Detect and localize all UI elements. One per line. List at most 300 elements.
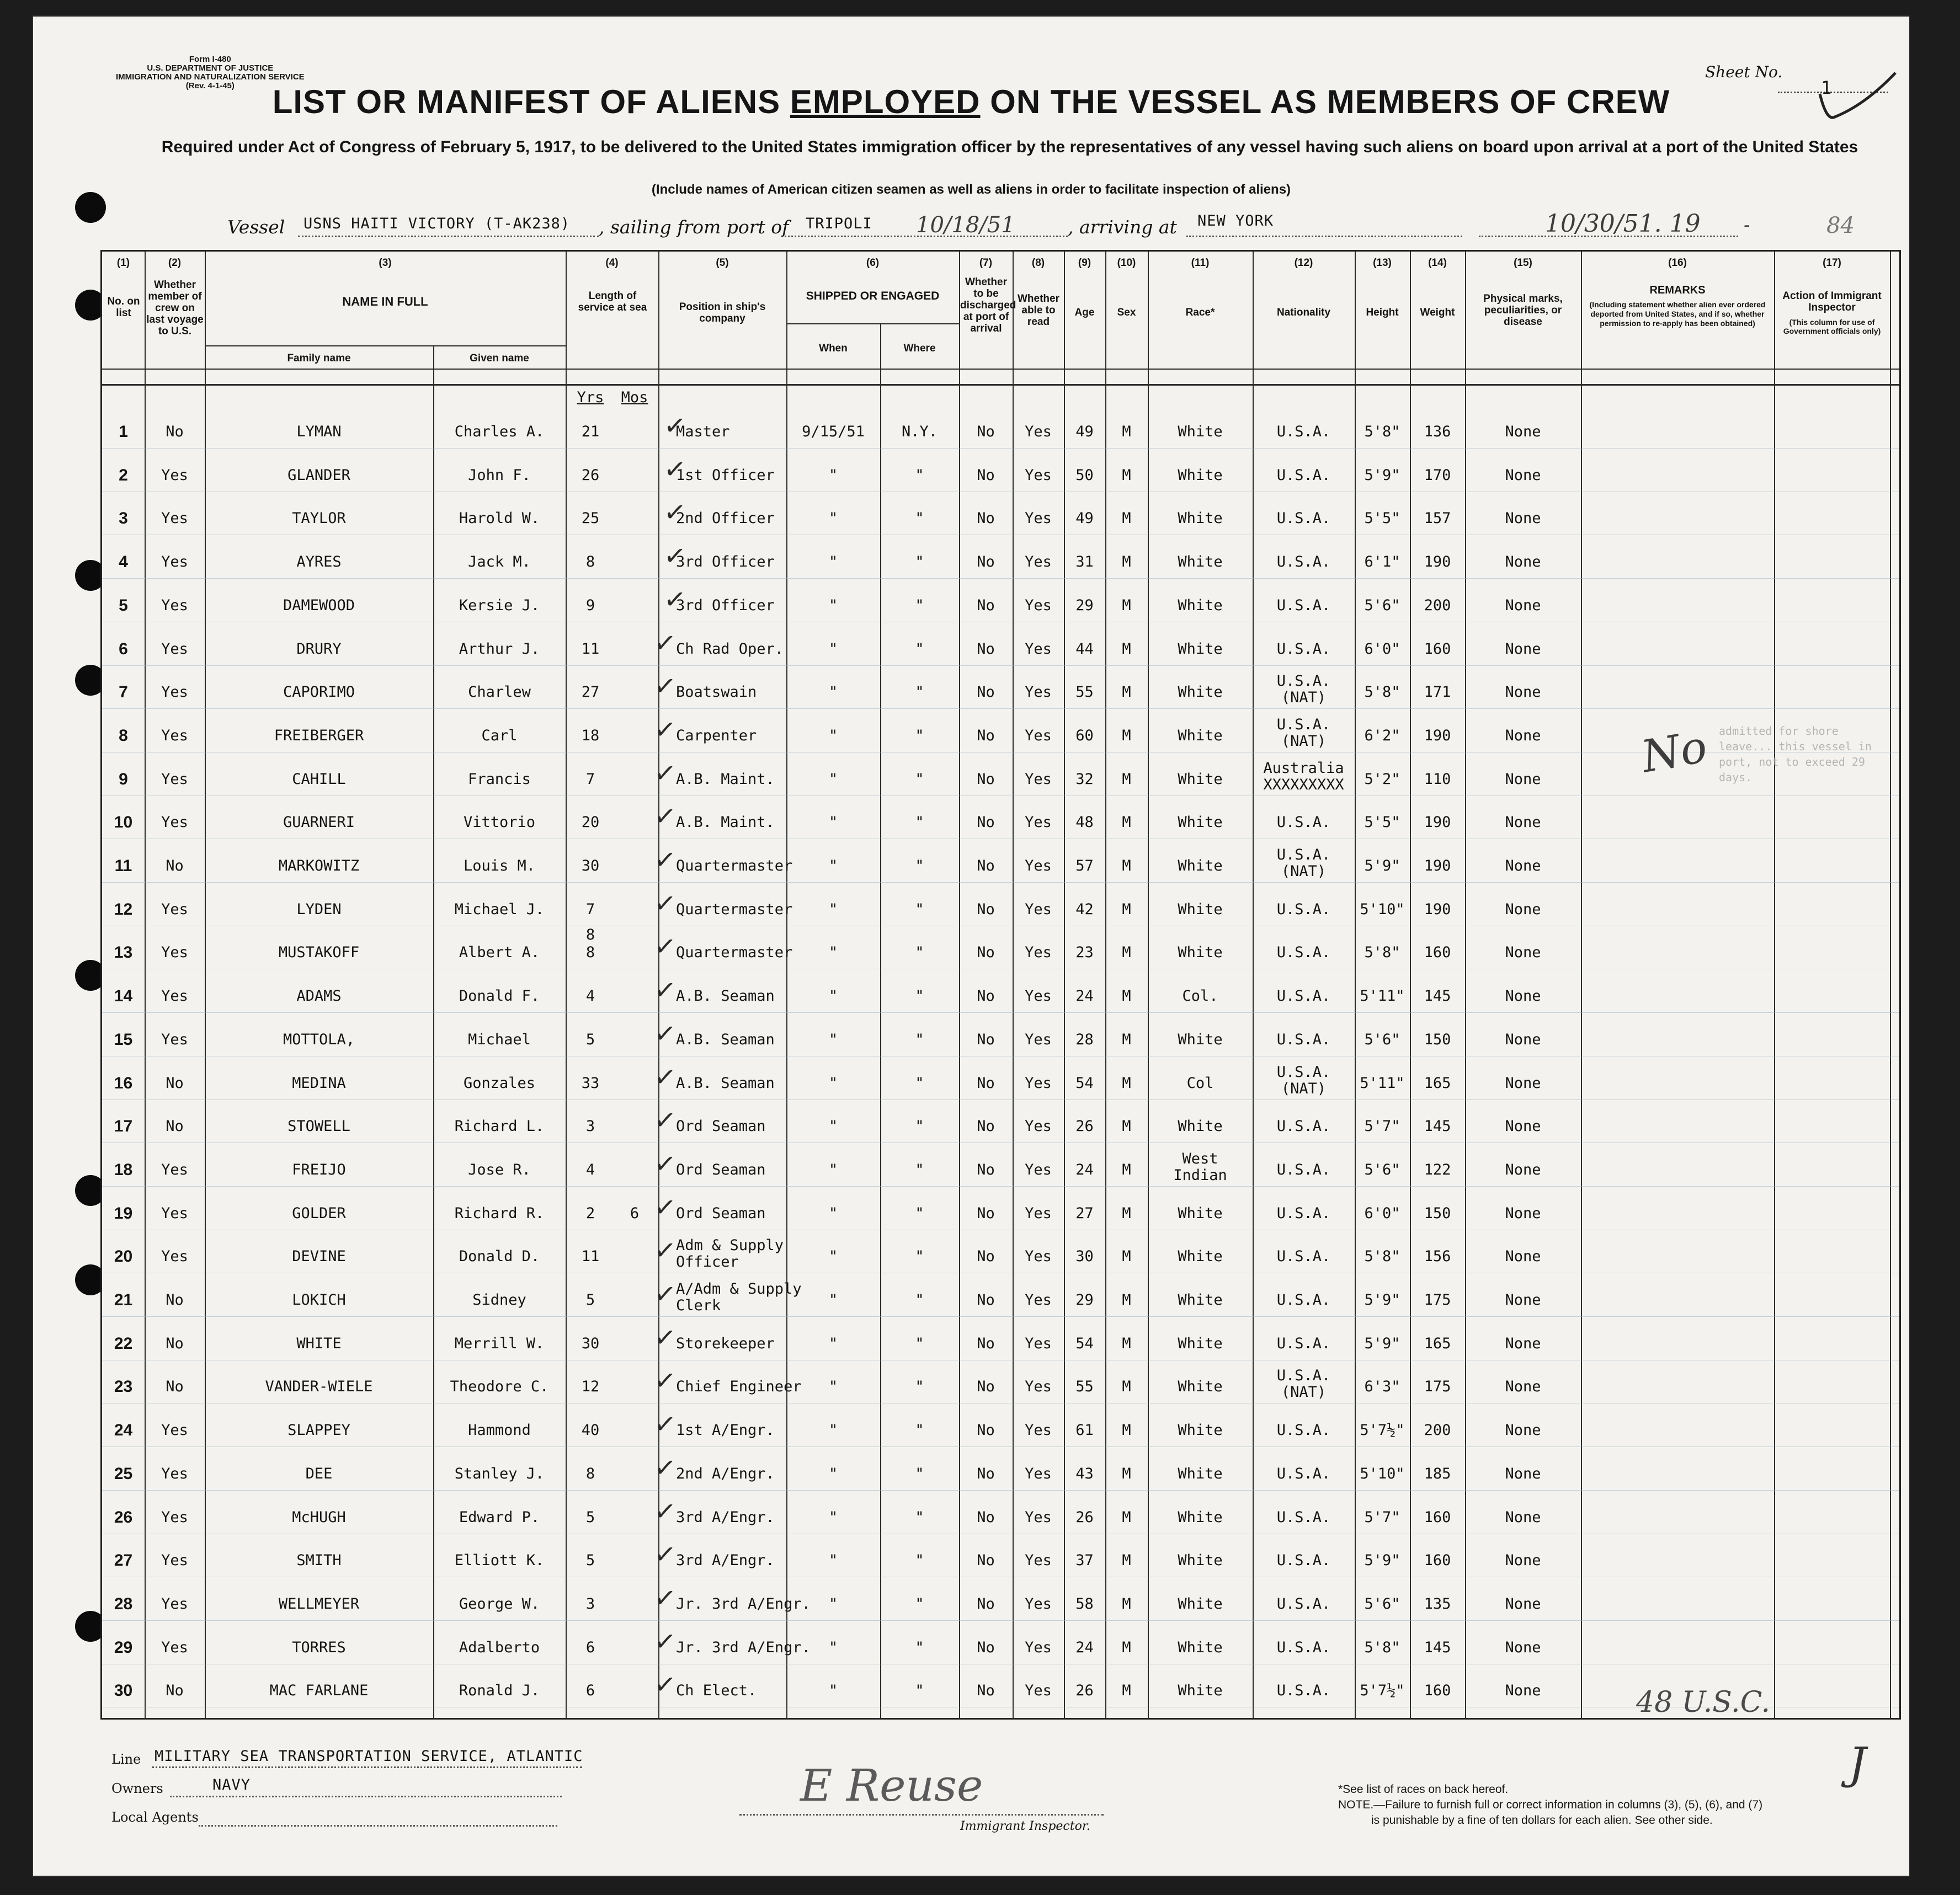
cell-height: 5'9" [1364,1552,1400,1569]
col17-number: (17) [1823,257,1841,269]
col1-header: No. on list [107,296,140,319]
cell-yrs: 26 [581,467,600,484]
cell-age: 24 [1075,987,1094,1005]
cell-age: 26 [1075,1682,1094,1699]
cell-family: McHUGH [292,1509,346,1526]
cell-marks: None [1505,1075,1541,1092]
cell-disch: No [977,1248,995,1265]
cell-mos: 6 [630,1205,640,1222]
cell-read: Yes [1025,1248,1052,1265]
cell-age: 54 [1075,1335,1094,1352]
cell-family: CAPORIMO [283,684,355,701]
cell-disch: No [977,1422,995,1439]
cell-age: 44 [1075,640,1094,658]
col12-number: (12) [1294,257,1313,269]
owners-label: Owners [111,1781,163,1796]
cell-nat2: XXXXXXXXX [1263,776,1344,793]
cell-given: Adalberto [459,1639,540,1656]
cell-where: " [915,1465,924,1482]
col15-header: Physical marks, peculiarities, or disease [1483,293,1563,328]
cell-age: 55 [1075,1378,1094,1395]
cell-height: 5'7" [1364,1509,1400,1526]
cell-race: White [1178,1552,1223,1569]
col11-header: Race* [1185,307,1215,318]
cell-age: 57 [1075,857,1094,874]
cell-nat: U.S.A. [1276,1595,1331,1613]
check-mark-icon: ✓ [652,844,678,877]
cell-where: " [915,1335,924,1352]
cell-family: SLAPPEY [287,1422,350,1439]
col3-number: (3) [379,257,392,269]
col-divider [880,323,881,1718]
cell-nat: U.S.A. [1276,1291,1331,1309]
cell-given: Harold W. [459,510,540,527]
vessel-underline [298,236,599,237]
cell-read: Yes [1025,727,1052,744]
cell-yrs: 4 [585,987,595,1005]
cell-where: " [915,684,924,701]
cell-read: Yes [1025,510,1052,527]
cell-race: White [1178,423,1223,440]
cell-nat2: (NAT) [1281,863,1327,880]
cell-prev: Yes [161,553,188,570]
row-number: 21 [114,1291,133,1309]
cell-height: 6'0" [1364,1205,1400,1222]
cell-nat: U.S.A. [1276,987,1331,1005]
cell-position: Ch Elect. [676,1682,757,1699]
cell-race: White [1178,684,1223,701]
sailing-date: 10/18/51 [916,212,1015,238]
cell-weight: 165 [1424,1335,1451,1352]
cell-where: " [915,727,924,744]
cell-marks: None [1505,1465,1541,1482]
col7-header: Whether to be discharged at port of arrival [960,276,1016,334]
cell-age: 49 [1075,423,1094,440]
cell-height: 5'10" [1360,901,1405,918]
cell-height: 5'8" [1364,684,1400,701]
arrival-port: NEW YORK [1197,212,1274,229]
cell-height: 5'6" [1364,597,1400,614]
years-subheader: Yrs [577,389,604,406]
cell-prev: No [166,1335,184,1352]
cell-age: 29 [1075,1291,1094,1309]
cell-family: DEE [305,1465,333,1482]
ruled-line [102,1316,1899,1317]
cell-marks: None [1505,640,1541,658]
cell-position: 3rd A/Engr. [676,1509,775,1526]
cell-yrs: 5 [585,1031,595,1048]
cell-height: 6'0" [1364,640,1400,658]
check-mark-icon: ✓ [652,1668,678,1701]
cell-read: Yes [1025,553,1052,570]
cell-height: 5'5" [1364,510,1400,527]
cell-marks: None [1505,987,1541,1005]
cell-read: Yes [1025,1509,1052,1526]
cell-prev: Yes [161,987,188,1005]
cell-where: " [915,553,924,570]
cell-nat: U.S.A. [1276,1031,1331,1048]
check-mark-icon: ✓ [652,800,678,833]
cell-marks: None [1505,1552,1541,1569]
cell-marks: None [1505,1118,1541,1135]
cell-position: Boatswain [676,684,757,701]
cell-height: 5'9" [1364,857,1400,874]
agents-underline [199,1825,557,1827]
cell-age: 48 [1075,814,1094,831]
col12-header: Nationality [1276,307,1331,318]
cell-yrs: 20 [581,814,600,831]
cell-prev: Yes [161,901,188,918]
cell-family: WELLMEYER [278,1595,360,1613]
check-mark-icon: ✓ [662,409,688,442]
cell-sex: M [1122,684,1131,701]
cell-height: 6'3" [1364,1378,1400,1395]
cell-sex: M [1122,1031,1131,1048]
cell-read: Yes [1025,1682,1052,1699]
cell-where: " [915,1075,924,1092]
cell-disch: No [977,1075,995,1092]
cell-given: George W. [459,1595,540,1613]
col10-number: (10) [1117,257,1136,269]
cell-yrs: 6 [585,1682,595,1699]
cell-nat: U.S.A. [1276,1118,1331,1135]
cell-marks: None [1505,1161,1541,1178]
cell-weight: 190 [1424,553,1451,570]
cell-family: GOLDER [292,1205,346,1222]
cell-where: " [915,1205,924,1222]
cell-family: MUSTAKOFF [278,944,360,961]
cell-race: White [1178,1205,1223,1222]
cell-sex: M [1122,857,1131,874]
cell-prev: Yes [161,684,188,701]
cell-weight: 190 [1424,814,1451,831]
vessel-name: USNS HAITI VICTORY (T-AK238) [303,215,571,232]
cell-weight: 145 [1424,1639,1451,1656]
cell-age: 29 [1075,597,1094,614]
cell-when: " [828,857,838,874]
cell-position: Jr. 3rd A/Engr. [676,1639,811,1656]
cell-age: 26 [1075,1118,1094,1135]
cell-prev: Yes [161,944,188,961]
row-number: 16 [114,1074,133,1092]
cell-prev: No [166,1378,184,1395]
cell-weight: 170 [1424,467,1451,484]
cell-family: TAYLOR [292,510,346,527]
cell-race: White [1178,1335,1223,1352]
cell-disch: No [977,771,995,788]
cell-read: Yes [1025,1118,1052,1135]
check-mark-icon: ✓ [652,757,678,790]
cell-prev: Yes [161,1552,188,1569]
cell-when: " [828,684,838,701]
cell-prev: No [166,1291,184,1309]
cell-nat: U.S.A. [1276,846,1331,863]
cell-yrs: 21 [581,423,600,440]
row-number: 7 [119,683,128,701]
cell-disch: No [977,1682,995,1699]
cell-family: FREIBERGER [274,727,364,744]
cell-weight: 175 [1424,1378,1451,1395]
cell-race: White [1178,1031,1223,1048]
remarks-faint-note: admitted for shore leave... this vessel in port, not to exceed 29 days. [1719,724,1872,784]
cell-when: " [828,510,838,527]
cell-race: White [1178,1682,1223,1699]
cell-where: " [915,1682,924,1699]
cell-marks: None [1505,553,1541,570]
cell-when: " [828,1031,838,1048]
cell-yrs: 2 [585,1205,595,1222]
cell-nat: U.S.A. [1276,1335,1331,1352]
header-rule [205,345,566,346]
cell-position: 1st Officer [676,467,775,484]
cell-disch: No [977,1031,995,1048]
cell-prev: No [166,423,184,440]
cell-nat: U.S.A. [1276,901,1331,918]
col7-number: (7) [979,257,993,269]
cell-race: White [1178,510,1223,527]
cell-given: Arthur J. [459,640,540,658]
ruled-line [102,1186,1899,1187]
ruled-line [102,1490,1899,1491]
cell-position: Quartermaster [676,857,793,874]
check-mark-icon: ✓ [662,540,688,573]
cell-weight: 200 [1424,597,1451,614]
cell-family: FREIJO [292,1161,346,1178]
crew-table [100,250,1901,1720]
cell-yrs: 7 [585,771,595,788]
col17-header: Action of Immigrant Inspector [1782,290,1882,313]
check-mark-icon: ✓ [662,496,688,529]
cell-yrs: 9 [585,597,595,614]
cell-when: " [828,727,838,744]
cell-where: " [915,1118,924,1135]
cell-given: Jose R. [468,1161,531,1178]
cell-nat: U.S.A. [1276,1161,1331,1178]
check-mark-icon: ✓ [652,1625,678,1658]
cell-when: " [828,987,838,1005]
col15-number: (15) [1514,257,1532,269]
cell-when: " [828,1682,838,1699]
cell-marks: None [1505,1639,1541,1656]
cell-given: Gonzales [463,1075,536,1092]
cell-weight: 160 [1424,1682,1451,1699]
cell-nat: U.S.A. [1276,944,1331,961]
cell-age: 32 [1075,771,1094,788]
cell-read: Yes [1025,1205,1052,1222]
cell-read: Yes [1025,814,1052,831]
row-number: 26 [114,1508,133,1526]
check-mark-icon [1815,66,1898,132]
cell-position: A.B. Maint. [676,771,775,788]
cell-yrs: 5 [585,1509,595,1526]
cell-given: Richard L. [454,1118,545,1135]
cell-when: " [828,1378,838,1395]
cell-race: White [1178,553,1223,570]
cell-race: White [1178,1595,1223,1613]
line-underline [152,1766,582,1768]
cell-where: " [915,1509,924,1526]
cell-family: WHITE [296,1335,342,1352]
cell-read: Yes [1025,987,1052,1005]
row-number: 13 [114,943,133,962]
cell-yrs: 7 [585,901,595,918]
ruled-line [102,665,1899,666]
cell-marks: None [1505,467,1541,484]
cell-given: Richard R. [454,1205,545,1222]
cell-age: 50 [1075,467,1094,484]
cell-race: White [1178,1465,1223,1482]
cell-position: Ch Rad Oper. [676,640,784,658]
cell-race: White [1178,597,1223,614]
cell-where: N.Y. [901,423,938,440]
sailing-label: , sailing from port of [599,216,789,238]
cell-prev: Yes [161,640,188,658]
cell-where: " [915,640,924,658]
check-mark-icon: ✓ [652,1408,678,1441]
subtitle: Required under Act of Congress of February 5, 1917, to be delivered to the United States immigration officer by the representatives of any vessel having such aliens on board upon arrival at a port of the United States [161,138,1858,156]
manifest-sheet [33,17,1909,1876]
family-name-header: Family name [287,353,351,364]
cell-disch: No [977,640,995,658]
cell-sex: M [1122,597,1131,614]
cell-height: 5'11" [1360,1075,1405,1092]
cell-read: Yes [1025,901,1052,918]
cell-sex: M [1122,1552,1131,1569]
cell-age: 58 [1075,1595,1094,1613]
cell-nat: U.S.A. [1276,1509,1331,1526]
cell-nat: U.S.A. [1276,1639,1331,1656]
col3-header: NAME IN FULL [342,295,428,308]
cell-marks: None [1505,1205,1541,1222]
cell-age: 28 [1075,1031,1094,1048]
cell-read: Yes [1025,1291,1052,1309]
cell-age: 49 [1075,510,1094,527]
title-part: LIST OR MANIFEST OF ALIENS [272,83,790,120]
cell-when: " [828,1509,838,1526]
cell-race: White [1178,944,1223,961]
cell-position: 3rd Officer [676,597,775,614]
cell-marks: None [1505,1509,1541,1526]
cell-sex: M [1122,1465,1131,1482]
cell-position: Ord Seaman [676,1161,766,1178]
cell-disch: No [977,727,995,744]
ruled-line [102,882,1899,883]
cell-race: White [1178,857,1223,874]
cell-position: A.B. Seaman [676,1075,775,1092]
cell-given: Hammond [468,1422,531,1439]
check-mark-icon: ✓ [652,1017,678,1050]
col13-header: Height [1366,307,1399,318]
cell-position2: Officer [676,1253,739,1271]
cell-nat: U.S.A. [1276,1367,1331,1384]
col-divider [1581,252,1582,1718]
col14-number: (14) [1428,257,1447,269]
cell-weight: 150 [1424,1205,1451,1222]
cell-disch: No [977,1335,995,1352]
row-number: 3 [119,509,128,527]
cell-family: AYRES [296,553,342,570]
cell-disch: No [977,1118,995,1135]
col4-number: (4) [605,257,619,269]
arrival-port-underline [1186,236,1462,237]
cell-when: " [828,1118,838,1135]
cell-sex: M [1122,771,1131,788]
where-header: Where [903,343,936,354]
cell-height: 6'1" [1364,553,1400,570]
ruled-line [102,1620,1899,1621]
row-number: 8 [119,727,128,745]
cell-read: Yes [1025,857,1052,874]
cell-yrs: 25 [581,510,600,527]
cell-yrs: 6 [585,1639,595,1656]
cell-given: Ronald J. [459,1682,540,1699]
ruled-line [102,578,1899,579]
check-mark-icon: ✓ [652,1582,678,1615]
cell-when: " [828,1075,838,1092]
cell-position: Carpenter [676,727,757,744]
row-number: 17 [114,1117,133,1135]
cell-height: 5'7" [1364,1118,1400,1135]
row-number: 24 [114,1421,133,1439]
cell-when: " [828,1422,838,1439]
year-suffix: - [1744,214,1750,236]
cell-height: 5'9" [1364,1335,1400,1352]
cell-prev: Yes [161,1031,188,1048]
cell-given: Sidney [472,1291,526,1309]
col-divider [566,252,567,1718]
cell-weight: 160 [1424,1552,1451,1569]
cell-race: White [1178,1509,1223,1526]
cell-race: White [1178,901,1223,918]
cell-sex: M [1122,944,1131,961]
header-rule [102,369,1899,370]
cell-read: Yes [1025,771,1052,788]
cell-when: 9/15/51 [802,423,865,440]
cell-family: DEVINE [292,1248,346,1265]
cell-given: Merrill W. [454,1335,545,1352]
col6-number: (6) [866,257,880,269]
cell-nat: U.S.A. [1276,1552,1331,1569]
cell-given: Carl [481,727,518,744]
cell-given: Charles A. [454,423,545,440]
cell-race: White [1178,1639,1223,1656]
cell-given: John F. [468,467,531,484]
cell-family: MEDINA [292,1075,346,1092]
cell-disch: No [977,1595,995,1613]
cell-prev: Yes [161,1465,188,1482]
cell-height: 5'6" [1364,1595,1400,1613]
cell-when: " [828,597,838,614]
owners-value: NAVY [212,1776,251,1793]
cell-age: 24 [1075,1161,1094,1178]
cell-where: " [915,987,924,1005]
cell-race: Col. [1182,987,1218,1005]
cell-when: " [828,1291,838,1309]
cell-disch: No [977,684,995,701]
cell-nat2: (NAT) [1281,1384,1327,1401]
cell-position: 3rd Officer [676,553,775,570]
vessel-label: Vessel [227,216,285,238]
local-agents-label: Local Agents [111,1809,199,1825]
months-subheader: Mos [621,389,648,406]
cell-where: " [915,1595,924,1613]
cell-sex: M [1122,1378,1131,1395]
col6-header: SHIPPED OR ENGAGED [806,290,940,302]
cell-race: White [1178,771,1223,788]
row-number: 9 [119,770,128,788]
cell-age: 43 [1075,1465,1094,1482]
cell-nat: U.S.A. [1276,1465,1331,1482]
